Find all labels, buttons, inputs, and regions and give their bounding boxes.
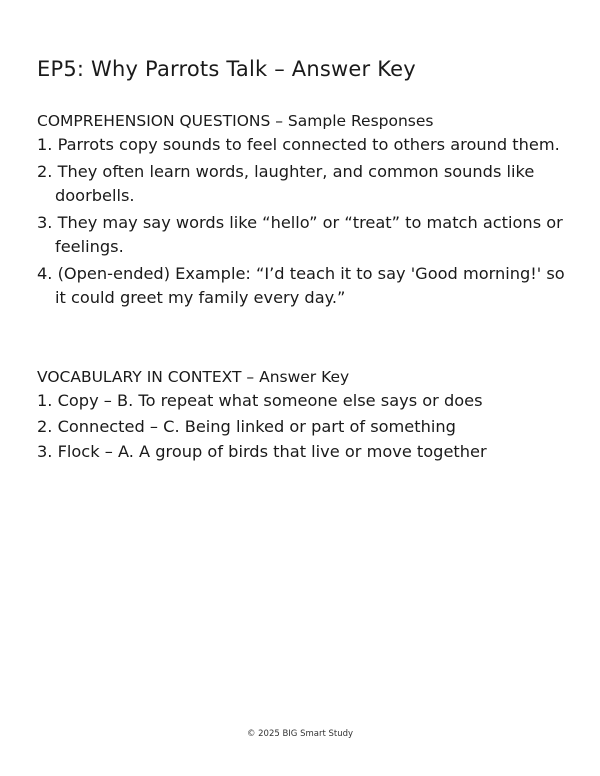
vocabulary-answer-3 — [37, 440, 577, 465]
answer-text: 2. They often learn words, laughter, and common sounds like doorbells. — [37, 161, 535, 205]
comprehension-section — [37, 110, 577, 313]
vocabulary-list — [37, 389, 577, 465]
comprehension-heading: COMPREHENSION QUESTIONS – Sample Responses — [37, 112, 434, 130]
answer-text: 2. Connected – C. Being linked or part of something — [37, 416, 456, 436]
comprehension-answer-2 — [37, 160, 577, 209]
answer-text: 3. Flock – A. A group of birds that live or move together — [37, 442, 487, 461]
answer-text: 3. They may say words like “hello” or “treat” to match actions or feelings. — [37, 212, 563, 256]
comprehension-answer-3 — [37, 211, 577, 260]
answer-text: 1. Copy – B. To repeat what someone else says or does — [37, 391, 483, 410]
vocabulary-section — [37, 366, 577, 466]
answer-text: 4. (Open-ended) Example: “I’d teach it to say 'Good morning!' so it could greet my family every day.” — [37, 263, 565, 307]
comprehension-answer-1 — [37, 133, 577, 158]
vocabulary-answer-2 — [37, 415, 577, 440]
vocabulary-heading: VOCABULARY IN CONTEXT – Answer Key — [37, 368, 350, 386]
copyright-footer: © 2025 BIG Smart Study — [246, 729, 354, 739]
page-title: EP5: Why Parrots Talk – Answer Key — [37, 57, 416, 81]
vocabulary-answer-1 — [37, 389, 577, 414]
comprehension-list — [37, 133, 577, 311]
answer-text: 1. Parrots copy sounds to feel connected to others around them. — [37, 135, 560, 154]
comprehension-answer-4 — [37, 262, 577, 311]
